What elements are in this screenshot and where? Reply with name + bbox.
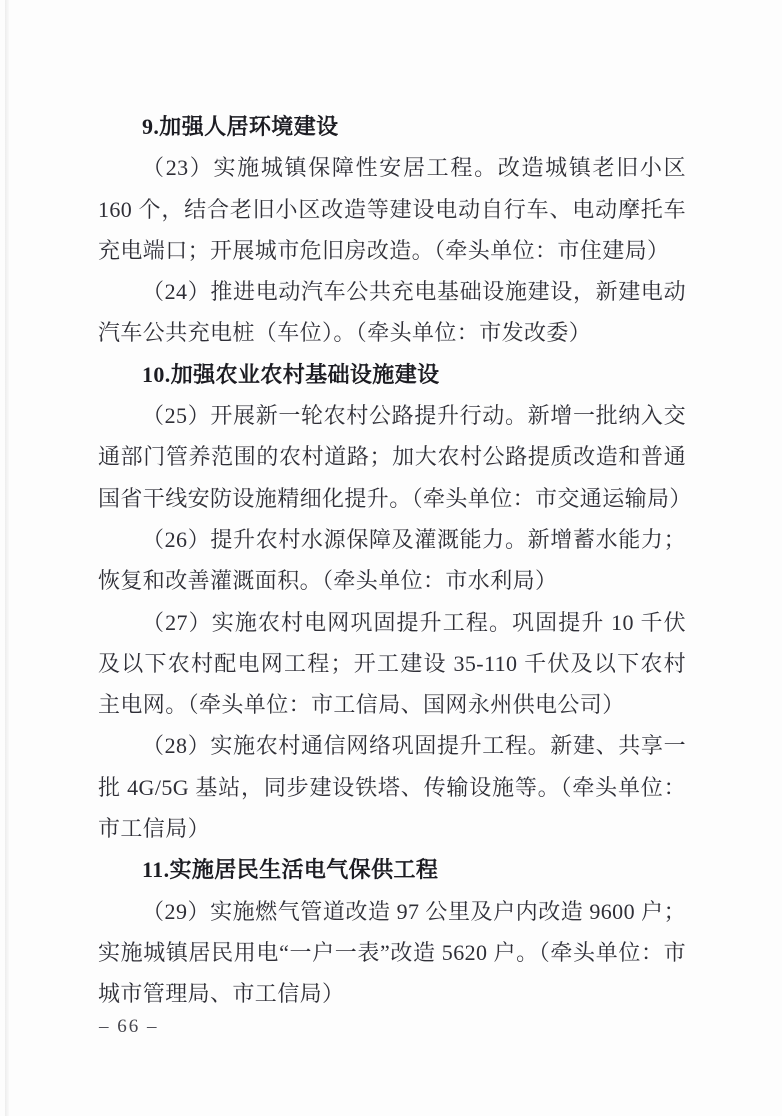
section-heading-9: 9.加强人居环境建设 [142,114,339,139]
scan-edge-shadow [5,0,9,1116]
item-24-paragraph: （24）推进电动汽车公共充电基础设施建设，新建电动汽车公共充电桩（车位）。（牵头单位：市发改委） [98,279,686,346]
item-27-paragraph: （27）实施农村电网巩固提升工程。巩固提升 10 千伏及以下农村配电网工程；开工建设 35-110 千伏及以下农村主电网。（牵头单位：市工信局、国网永州供电公司） [98,609,686,718]
document-body [98,106,692,1015]
item-28-paragraph: （28）实施农村通信网络巩固提升工程。新建、共享一批 4G/5G 基站，同步建设铁塔、传输设施等。（牵头单位：市工信局） [98,733,686,842]
item-25-paragraph: （25）开展新一轮农村公路提升行动。新增一批纳入交通部门管养范围的农村道路；加大农村公路提质改造和普通国省干线安防设施精细化提升。（牵头单位：市交通运输局） [98,403,692,511]
section-heading-10: 10.加强农业农村基础设施建设 [142,361,440,387]
section-heading-11: 11.实施居民生活电气保供工程 [142,857,439,883]
page-number: – 66 – [99,1016,159,1037]
item-29-paragraph: （29）实施燃气管道改造 97 公里及户内改造 9600 户；实施城镇居民用电“一户一表”改造 5620 户。（牵头单位：市城市管理局、市工信局） [98,898,686,1007]
item-26-paragraph: （26）提升农村水源保障及灌溉能力。新增蓄水能力；恢复和改善灌溉面积。（牵头单位：市水利局） [98,526,686,594]
item-23-paragraph: （23）实施城镇保障性安居工程。改造城镇老旧小区 160 个，结合老旧小区改造等建设电动自行车、电动摩托车充电端口；开展城市危旧房改造。（牵头单位：市住建局） [98,155,686,263]
